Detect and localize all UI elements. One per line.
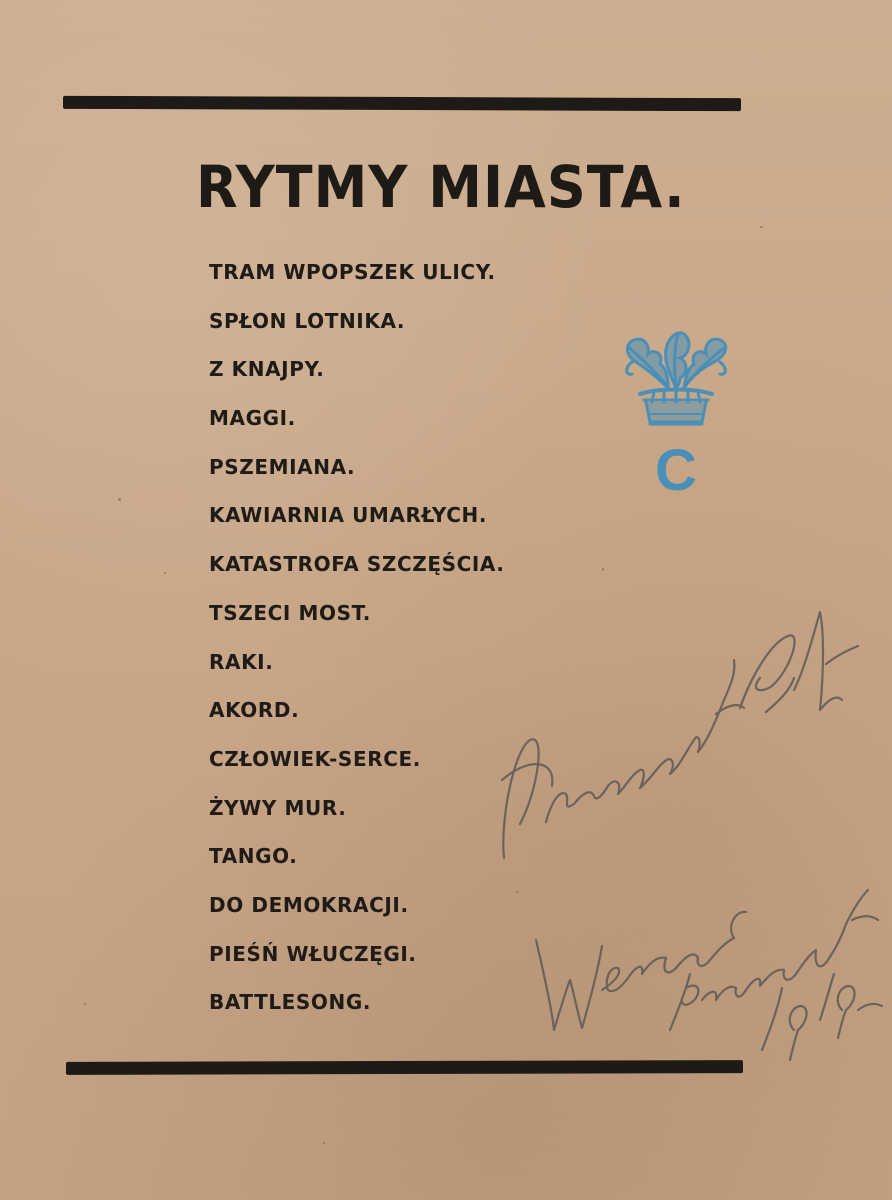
contents-item: KAWIARNIA UMARŁYCH. (209, 503, 488, 528)
paper-speck (118, 498, 121, 501)
crown-feathers-stamp-icon (618, 318, 734, 504)
contents-item: PIEŚŃ WŁUCZĘGI. (209, 941, 417, 966)
bottom-rule (66, 1060, 743, 1075)
contents-item: CZŁOWIEK-SERCE. (209, 746, 421, 771)
paper-speck (760, 226, 763, 228)
handwritten-signature (490, 590, 890, 1080)
contents-item: TANGO. (209, 844, 298, 869)
contents-item: AKORD. (209, 698, 300, 723)
contents-item: PSZEMIANA. (209, 454, 356, 479)
contents-item: Z KNAJPY. (209, 357, 325, 382)
contents-item: ŻYWY MUR. (209, 795, 347, 820)
paper-speck (323, 1142, 325, 1144)
contents-list (209, 254, 505, 1033)
contents-item: KATASTROFA SZCZĘŚCIA. (209, 552, 505, 577)
paper-speck (602, 568, 604, 571)
top-rule (63, 96, 741, 111)
contents-item: RAKI. (209, 649, 274, 674)
stamp-letter: C (655, 438, 697, 503)
paper-speck (164, 572, 166, 574)
contents-item: DO DEMOKRACJI. (209, 892, 409, 917)
contents-item: TRAM WPOPSZEK ULICY. (209, 260, 496, 284)
paper-speck (84, 1003, 86, 1005)
contents-item: SPŁON LOTNIKA. (209, 308, 406, 333)
contents-item: TSZECI MOST. (209, 600, 372, 625)
page-title: RYTMY MIASTA. (196, 153, 686, 222)
contents-item: BATTLESONG. (209, 990, 372, 1015)
contents-item: MAGGI. (209, 406, 296, 431)
